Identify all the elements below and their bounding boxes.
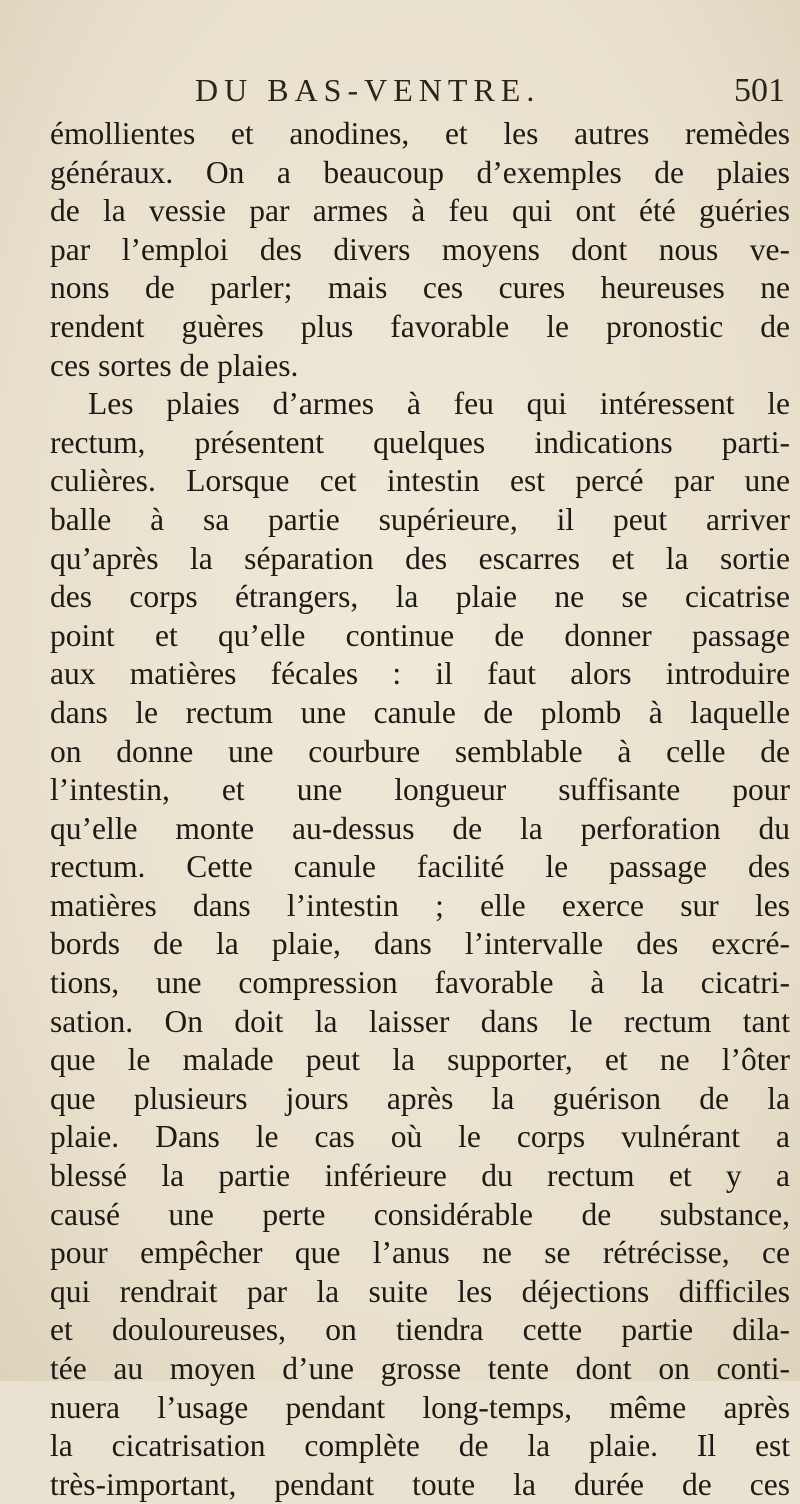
text-line: émollientes et anodines, et les autres remèdes: [50, 116, 790, 151]
text-line: bords de la plaie, dans l’intervalle des excré-: [50, 926, 790, 962]
text-line: blessé la partie inférieure du rectum et y a: [50, 1158, 790, 1194]
text-line: dans le rectum une canule de plomb à laquelle: [50, 694, 790, 730]
text-line: matières dans l’intestin ; elle exerce sur les: [50, 887, 790, 923]
text-line: on donne une courbure semblable à celle de: [50, 733, 790, 769]
text-line: tée au moyen d’une grosse tente dont on conti-: [50, 1351, 790, 1386]
body-text: [50, 115, 790, 1504]
text-line: nons de parler; mais ces cures heureuses ne: [50, 270, 790, 306]
text-line: qui rendrait par la suite les déjections difficiles: [50, 1273, 790, 1309]
text-line: qu’après la séparation des escarres et la sortie: [50, 540, 790, 576]
running-title: DU BAS-VENTRE.: [195, 72, 541, 108]
text-line: Les plaies d’armes à feu qui intéressent le: [88, 386, 790, 422]
text-line: généraux. On a beaucoup d’exemples de plaies: [50, 154, 790, 190]
text-line: que le malade peut la supporter, et ne l’ôter: [50, 1042, 790, 1078]
text-line: rectum. Cette canule facilité le passage des: [50, 849, 790, 885]
text-line: très-important, pendant toute la durée de ces: [50, 1466, 790, 1502]
text-line: plaie. Dans le cas où le corps vulnérant a: [50, 1119, 790, 1155]
text-line: pour empêcher que l’anus ne se rétrécisse, ce: [50, 1235, 790, 1271]
text-line: causé une perte considérable de substance,: [50, 1196, 790, 1232]
text-line: point et qu’elle continue de donner passage: [50, 617, 790, 653]
text-line: l’intestin, et une longueur suffisante pour: [50, 772, 790, 808]
text-line: rectum, présentent quelques indications parti-: [50, 424, 790, 460]
text-line: tions, une compression favorable à la cicatri-: [50, 965, 790, 1001]
text-line: qu’elle monte au-dessus de la perforation du: [50, 810, 790, 846]
text-line: aux matières fécales : il faut alors introduire: [50, 656, 790, 692]
text-line: rendent guères plus favorable le pronostic de: [50, 308, 790, 344]
text-line: des corps étrangers, la plaie ne se cicatrise: [50, 579, 790, 615]
text-line: la cicatrisation complète de la plaie. Il est: [50, 1428, 790, 1464]
text-line: sation. On doit la laisser dans le rectum tant: [50, 1003, 790, 1039]
text-line: ces sortes de plaies.: [50, 347, 299, 383]
text-line: que plusieurs jours après la guérison de la: [50, 1080, 790, 1116]
page-header: [195, 72, 785, 118]
text-line: et douloureuses, on tiendra cette partie dila-: [50, 1312, 790, 1348]
page-number: 501: [734, 72, 785, 109]
text-line: balle à sa partie supérieure, il peut arriver: [50, 501, 790, 537]
text-line: par l’emploi des divers moyens dont nous ve-: [50, 231, 790, 267]
text-line: de la vessie par armes à feu qui ont été guéries: [50, 193, 790, 229]
text-line: nuera l’usage pendant long-temps, même après: [50, 1389, 790, 1425]
text-line: culières. Lorsque cet intestin est percé par une: [50, 463, 790, 499]
